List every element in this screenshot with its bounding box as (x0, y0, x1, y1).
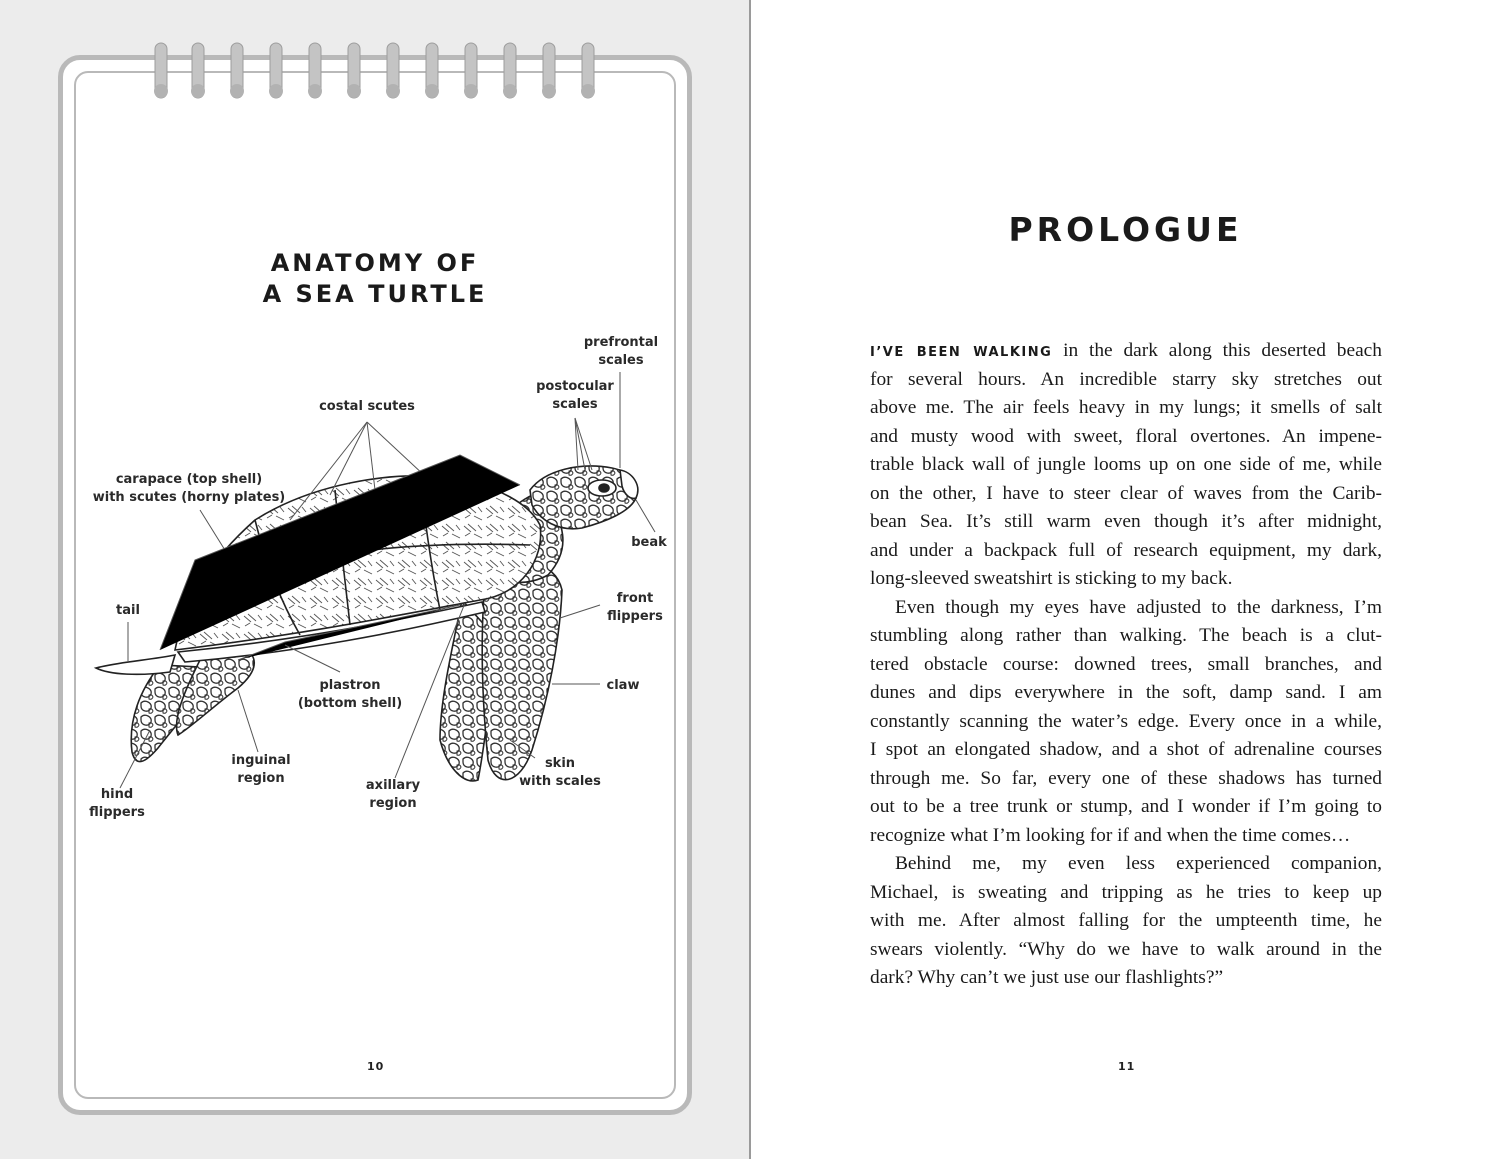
label-inguinal-region (222, 752, 300, 788)
text-line: Michael, is sweating and tripping as he tries to keep up (870, 881, 1382, 903)
text-line (870, 337, 1382, 366)
label-line: costal scutes (319, 399, 415, 414)
label-line: region (237, 771, 285, 786)
text-line: above me. The air feels heavy in my lungs; it smells of salt (870, 397, 1382, 418)
label-line: flippers (89, 805, 145, 820)
sea-turtle-illustration (0, 0, 749, 1159)
label-line: scales (598, 353, 644, 368)
label-carapace (84, 471, 294, 507)
label-line: flippers (607, 609, 663, 624)
text-line: dark? Why can’t we just use our flashlights?” (870, 967, 1224, 988)
label-line: region (369, 796, 417, 811)
text-line: tered obstacle course: downed trees, small branches, and (870, 653, 1382, 675)
label-line: plastron (319, 678, 381, 693)
text-line: constantly scanning the water’s edge. Every once in a while, (870, 710, 1382, 732)
label-line: tail (116, 603, 140, 618)
text-line: on the other, I have to steer clear of waves from the Carib- (870, 482, 1382, 504)
text-line-content: in the dark along this deserted beach (1052, 340, 1382, 361)
label-hind-flippers (80, 786, 154, 822)
illustration-title-line-2: A SEA TURTLE (262, 280, 488, 308)
label-line: hind (100, 787, 134, 802)
illustration-title-line-1: ANATOMY OF (270, 249, 480, 277)
label-line: with scales (519, 774, 601, 789)
text-line: recognize what I’m looking for if and when the time comes… (870, 824, 1351, 846)
text-line: Behind me, my even less experienced companion, (895, 853, 1382, 874)
label-line: prefrontal (583, 335, 659, 350)
label-line: claw (606, 678, 640, 693)
text-line: trable black wall of jungle looms up on one side of me, while (870, 454, 1382, 475)
text-line: I spot an elongated shadow, and a shot of adrenaline courses (870, 739, 1382, 760)
label-line: carapace (top shell) (115, 472, 263, 487)
text-line: bean Sea. It’s still warm even though it’s after midnight, (870, 511, 1382, 532)
page-number-right: 11 (1118, 1060, 1136, 1073)
label-beak (624, 534, 674, 552)
label-line: skin (544, 756, 576, 771)
label-line: beak (631, 535, 667, 550)
lead-in-smallcaps: I’VE BEEN WALKING (870, 345, 1053, 360)
label-line: scales (552, 397, 598, 412)
chapter-title: PROLOGUE (1008, 210, 1243, 249)
text-line: swears violently. “Why do we have to walk around in the (870, 938, 1382, 960)
text-line: for several hours. An incredible starry sky stretches out (870, 368, 1382, 390)
text-line: and under a backpack full of research equipment, my dark, (870, 539, 1382, 561)
text-line: through me. So far, every one of these shadows has turned (870, 767, 1382, 789)
label-axillary-region (354, 777, 432, 813)
label-line: postocular (536, 379, 614, 394)
label-line: front (616, 591, 654, 606)
label-tail (106, 602, 150, 620)
label-skin-with-scales (510, 755, 610, 791)
label-plastron (290, 677, 410, 713)
label-line: with scutes (horny plates) (92, 490, 286, 505)
label-costal-scutes (306, 398, 428, 416)
label-postocular-scales (525, 378, 625, 414)
text-line: and musty wood with sweet, floral overtones. An impene- (870, 425, 1382, 447)
prologue-body-text (870, 337, 1382, 993)
label-line: axillary (365, 778, 421, 793)
tail-shape (96, 655, 175, 674)
label-front-flippers (598, 590, 672, 626)
label-line: inguinal (231, 753, 291, 768)
text-line: out to be a tree trunk or stump, and I wonder if I’m going to (870, 796, 1382, 817)
text-line: dunes and dips everywhere in the soft, damp sand. I am (870, 682, 1382, 703)
text-line: stumbling along rather than walking. The beach is a clut- (870, 625, 1382, 646)
page-number-left: 10 (367, 1060, 385, 1073)
text-line: with me. After almost falling for the umpteenth time, he (870, 910, 1382, 931)
text-line: long-sleeved sweatshirt is sticking to my back. (870, 568, 1233, 589)
label-claw (600, 677, 646, 695)
label-prefrontal-scales (572, 334, 670, 370)
label-line: (bottom shell) (297, 696, 403, 711)
text-line: Even though my eyes have adjusted to the darkness, I’m (895, 596, 1382, 618)
